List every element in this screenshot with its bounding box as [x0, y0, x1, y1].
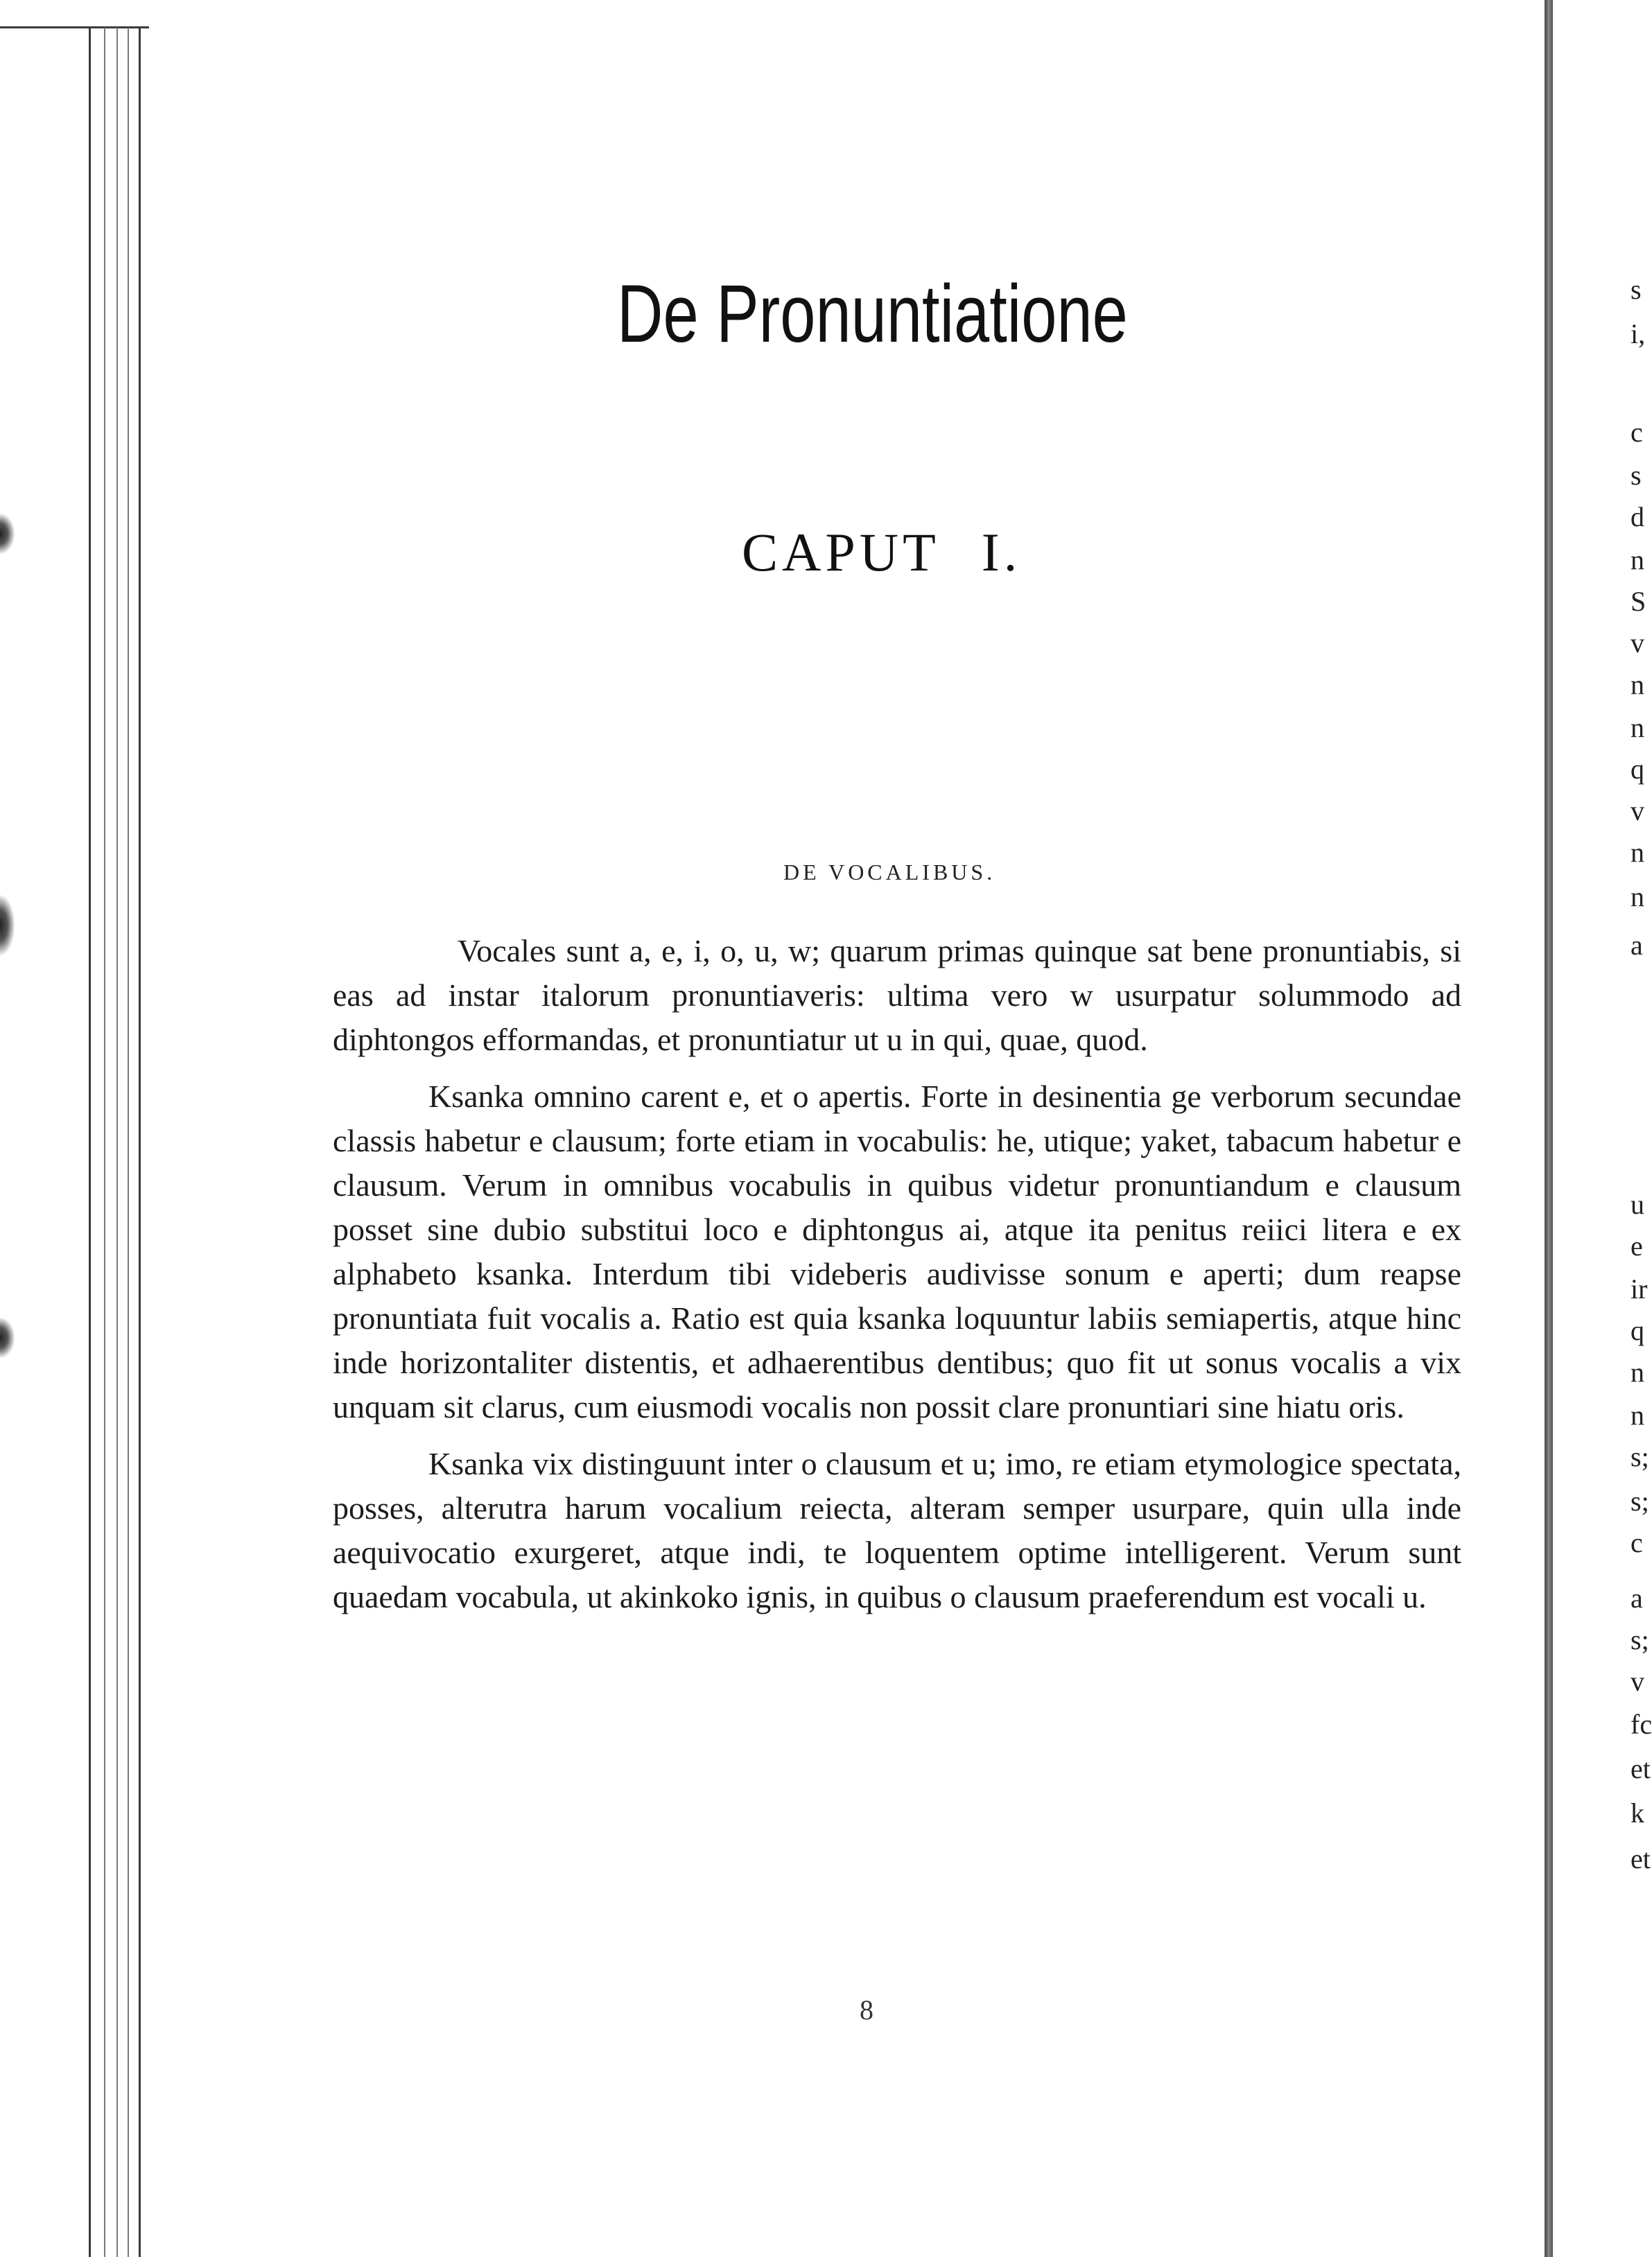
- facing-page-fragment: n: [1631, 712, 1644, 743]
- facing-page-fragment: S: [1631, 586, 1646, 617]
- facing-page-fragment: n: [1631, 1400, 1644, 1431]
- book-edge-top: [0, 0, 149, 28]
- facing-page-fragment: n: [1631, 544, 1644, 575]
- binding-mark: [0, 513, 15, 555]
- binding-mark: [0, 1317, 15, 1359]
- chapter-heading: [742, 521, 1021, 584]
- facing-page-fragment: s;: [1631, 1624, 1649, 1655]
- facing-page-fragment: q: [1631, 1315, 1644, 1346]
- facing-page-fragment: u: [1631, 1189, 1644, 1220]
- section-heading: DE VOCALIBUS.: [783, 860, 996, 885]
- facing-page-fragment: v: [1631, 1666, 1644, 1697]
- facing-page-fragment: i,: [1631, 318, 1646, 349]
- paragraph: Ksanka vix distinguunt inter o clausum et u; imo, re etiam etymologice spectata, posses, alterutra harum vocalium reiecta, alteram semper usurpare, quin ulla inde aequivocatio exurgeret, atque indi, te loquentem optime intelligerent. Verum sunt quaedam vocabula, ut akinkoko ignis, in quibus o clausum praeferendum est vocali u.: [333, 1446, 1461, 1614]
- facing-page-fragment: s: [1631, 460, 1642, 491]
- paragraph: Vocales sunt a, e, i, o, u, w; quarum primas quinque sat bene pronuntiabis, si eas ad instar italorum pronuntiaveris: ultima vero w usurpatur solummodo ad diphtongos efformandas, et pronuntiatur ut u in qui, quae, quod.: [333, 933, 1461, 1057]
- facing-page-fragment: ir: [1631, 1273, 1648, 1305]
- book-gutter: [1545, 0, 1553, 2257]
- facing-page-fragment: n: [1631, 837, 1644, 868]
- page-edge-line: [128, 28, 129, 2257]
- facing-page-fragment: fc: [1631, 1709, 1652, 1740]
- facing-page-fragment: et: [1631, 1753, 1651, 1784]
- page-title: De Pronuntiatione: [617, 268, 1128, 360]
- facing-page-fragment: k: [1631, 1797, 1644, 1829]
- page-edge-line: [139, 28, 141, 2257]
- book-page: [326, 0, 1463, 2257]
- book-edge: [0, 0, 146, 2257]
- facing-page-fragment: n: [1631, 1357, 1644, 1388]
- facing-page-fragment: a: [1631, 1583, 1643, 1614]
- body-text: [333, 929, 1461, 1632]
- facing-page-fragment: n: [1631, 669, 1644, 700]
- paragraph: Ksanka omnino carent e, et o apertis. Forte in desinentia ge verborum secundae classis habetur e clausum; forte etiam in vocabulis: he, utique; yaket, tabacum habetur e clausum. Verum in omnibus vocabulis in quibus videtur pronuntiandum e clausum posset sine dubio substitui loco e diphtongus ai, atque ita penitus reiici litera e ex alphabeto ksanka. Interdum tibi videberis audivisse sonum e aperti; dum reapse pronuntiata fuit vocalis a. Ratio est quia ksanka loquuntur labiis semiapertis, atque hinc inde horizontaliter distentis, et adhaerentibus dentibus; quo fit ut sonus vocalis a vix unquam sit clarus, cum eiusmodi vocalis non possit clare pronuntiari sine hiatu oris.: [333, 1079, 1461, 1424]
- chapter-number: I.: [981, 522, 1022, 582]
- facing-page-fragment: c: [1631, 417, 1643, 448]
- facing-page-fragment: c: [1631, 1527, 1643, 1558]
- chapter-label: CAPUT: [742, 522, 940, 582]
- facing-page-fragment: q: [1631, 753, 1644, 785]
- facing-page-fragment: s;: [1631, 1485, 1649, 1517]
- page-edge-line: [104, 28, 105, 2257]
- facing-page-fragment: et: [1631, 1843, 1651, 1874]
- facing-page-fragment: e: [1631, 1230, 1643, 1262]
- binding-mark: [0, 894, 15, 957]
- facing-page-fragment: v: [1631, 795, 1644, 826]
- facing-page-fragment: a: [1631, 930, 1643, 961]
- page-edge-line: [116, 28, 118, 2257]
- facing-page-fragment: v: [1631, 627, 1644, 659]
- page-number: 8: [860, 1994, 873, 2025]
- facing-page-fragment: s;: [1631, 1441, 1649, 1472]
- facing-page-fragment: d: [1631, 501, 1644, 532]
- facing-page-fragment: s: [1631, 274, 1642, 305]
- facing-page-fragment: n: [1631, 881, 1644, 912]
- page-edge-line: [89, 28, 91, 2257]
